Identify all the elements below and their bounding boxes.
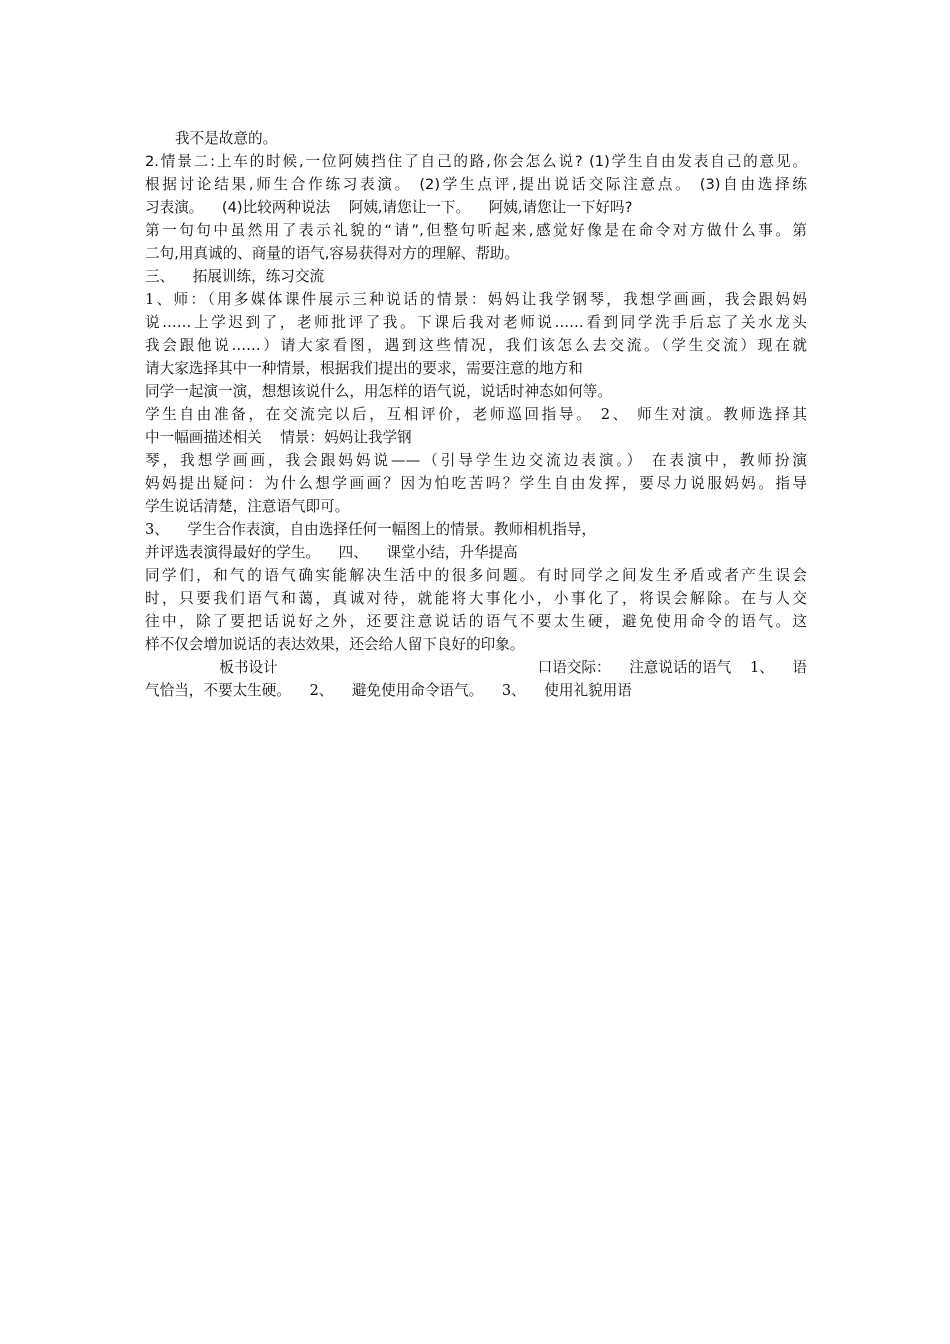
text-line: 学生说话清楚，注意语气即可。 <box>145 498 350 515</box>
board-design-line: 板书设计 口语交际： 注意说话的语气 1、 语 <box>145 659 807 676</box>
text-line: 时，只要我们语气和蔼，真诚对待，就能将大事化小，小事化了，将误会解除。在与人交 <box>145 590 807 607</box>
text-line: 我不是故意的。 <box>175 130 278 147</box>
text-line: 请大家选择其中一种情景，根据我们提出的要求，需要注意的地方和 <box>145 360 583 377</box>
text-line: 1、师：（用多媒体课件展示三种说话的情景：妈妈让我学钢琴，我想学画画，我会跟妈妈 <box>145 291 807 308</box>
text-line: 学生自由准备，在交流完以后，互相评价，老师巡回指导。 2、 师生对演。教师选择其 <box>145 406 807 423</box>
text-line: 同学一起演一演，想想该说什么，用怎样的语气说，说话时神态如何等。 <box>145 383 613 400</box>
text-line: 习表演。 (4)比较两种说法 阿姨,请您让一下。 阿姨,请您让一下好吗? <box>145 199 633 216</box>
text-line: 二句,用真诚的、商量的语气,容易获得对方的理解、帮助。 <box>145 245 520 262</box>
text-line: 往中，除了要把话说好之外，还要注意说话的语气不要太生硬，避免使用命令的语气。这 <box>145 613 807 630</box>
text-line: 妈妈提出疑问：为什么想学画画？因为怕吃苦吗？学生自由发挥，要尽力说服妈妈。指导 <box>145 475 807 492</box>
text-line: 样不仅会增加说话的表达效果，还会给人留下良好的印象。 <box>145 636 525 653</box>
text-line: 说……上学迟到了，老师批评了我。下课后我对老师说……看到同学洗手后忘了关水龙头 <box>145 314 807 331</box>
text-line: 琴，我想学画画，我会跟妈妈说——（引导学生边交流边表演。） 在表演中，教师扮演 <box>145 452 807 469</box>
document-body <box>145 127 807 702</box>
text-line: 中一幅画描述相关 情景：妈妈让我学钢 <box>145 429 412 446</box>
text-line: 3、 学生合作表演，自由选择任何一幅图上的情景。教师相机指导， <box>145 521 597 538</box>
text-line: 同学们，和气的语气确实能解决生活中的很多问题。有时同学之间发生矛盾或者产生误会 <box>145 567 807 584</box>
text-line: 根据讨论结果,师生合作练习表演。 (2)学生点评,提出说话交际注意点。 (3)自由选择练 <box>145 176 807 193</box>
text-line: 2.情景二:上车的时候,一位阿姨挡住了自己的路,你会怎么说? (1)学生自由发表自己的意见。 <box>145 153 807 170</box>
section-heading: 三、 拓展训练，练习交流 <box>145 268 325 285</box>
text-line: 第一句句中虽然用了表示礼貌的“请”,但整句听起来,感觉好像是在命令对方做什么事。第 <box>145 222 807 239</box>
board-design-line: 气恰当，不要太生硬。 2、 避免使用命令语气。 3、 使用礼貌用语 <box>145 682 632 699</box>
text-line: 我会跟他说……）请大家看图，遇到这些情况，我们该怎么去交流。（学生交流）现在就 <box>145 337 807 354</box>
section-heading: 并评选表演得最好的学生。 四、 课堂小结，升华提高 <box>145 544 518 561</box>
